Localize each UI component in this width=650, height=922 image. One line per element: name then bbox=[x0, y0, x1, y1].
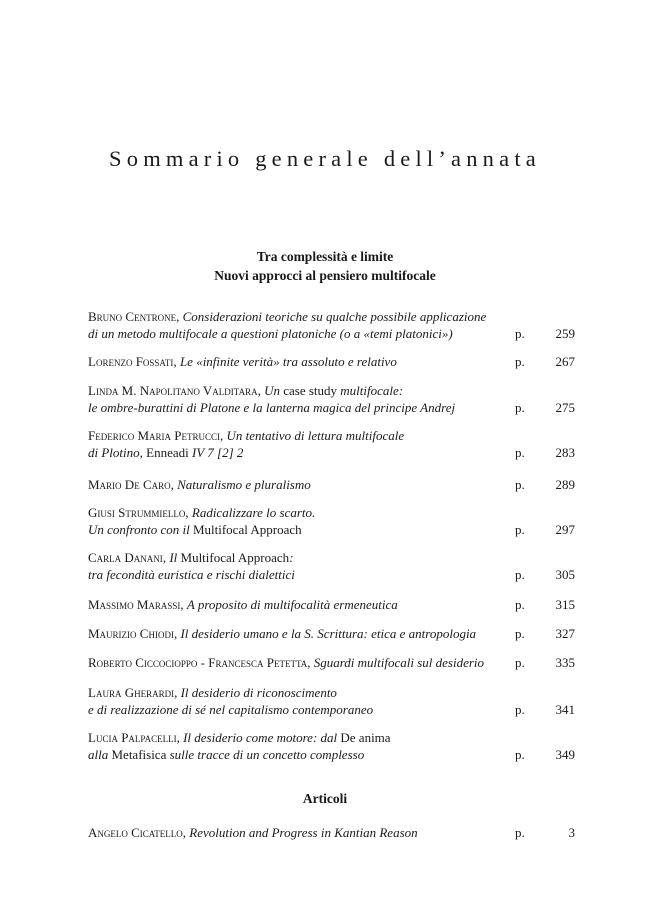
page-prefix: p. bbox=[515, 655, 525, 670]
page-prefix: p. bbox=[515, 354, 525, 369]
entry-title: Un bbox=[264, 383, 284, 398]
toc-entry: Bruno Centrone, Considerazioni teoriche su qualche possibile applicazione di un metodo multifocale a questioni platoniche (o a «temi platonici») p. 259 bbox=[88, 309, 575, 341]
entry-title-cont: sulle tracce di un concetto complesso bbox=[166, 747, 365, 762]
entry-author: Federico Maria Petrucci bbox=[88, 428, 221, 443]
entry-author: Laura Gherardi bbox=[88, 685, 175, 700]
page-number: 315 bbox=[555, 597, 575, 612]
toc-entry: Giusi Strummiello, Radicalizzare lo scarto. Un confronto con il Multifocal Approach p. 297 bbox=[88, 505, 575, 537]
entry-title: multifocale: bbox=[337, 383, 404, 398]
entry-author: Angelo Cicatello bbox=[88, 825, 183, 840]
entry-title: Revolution and Progress in Kantian Reason bbox=[189, 825, 418, 840]
entry-title-cont: alla bbox=[88, 747, 112, 762]
entry-title-cont: IV 7 [2] 2 bbox=[191, 445, 244, 460]
entry-author: Mario De Caro bbox=[88, 477, 171, 492]
entry-title: Sguardi multifocali sul desiderio bbox=[313, 655, 485, 670]
page-prefix: p. bbox=[515, 400, 525, 415]
entry-title: A proposito di multifocalità ermeneutica bbox=[186, 597, 398, 612]
entry-title-roman: Metafisica bbox=[111, 747, 167, 762]
toc-entry: Laura Gherardi, Il desiderio di riconoscimento e di realizzazione di sé nel capitalismo contemporaneo p. 341 bbox=[88, 685, 575, 717]
toc-entry: Lorenzo Fossati, Le «infinite verità» tra assoluto e relativo p. 267 bbox=[88, 354, 575, 369]
page-number: 335 bbox=[555, 655, 575, 670]
entry-author: Lorenzo Fossati bbox=[88, 354, 174, 369]
entry-title-cont: tra fecondità euristica e rischi dialettici bbox=[88, 567, 295, 582]
section-heading-line: Tra complessità e limite bbox=[256, 249, 394, 264]
page-number: 349 bbox=[555, 747, 575, 762]
page-title: Sommario generale dell’annata bbox=[109, 146, 541, 171]
entry-title: Un tentativo di lettura multifocale bbox=[226, 428, 405, 443]
entry-title-roman: Multifocal Approach bbox=[192, 522, 302, 537]
entry-title-cont: di Plotino bbox=[88, 445, 140, 460]
entry-title-cont: le ombre-burattini di Platone e la lanterna magica del principe Andrej bbox=[88, 400, 456, 415]
page-number: 267 bbox=[555, 354, 575, 369]
entry-title-cont: Un confronto con il bbox=[88, 522, 193, 537]
page-prefix: p. bbox=[515, 597, 525, 612]
page-number: 289 bbox=[555, 477, 575, 492]
page-number: 297 bbox=[555, 522, 575, 537]
toc-entry: Linda M. Napolitano Valditara, Un case study multifocale: le ombre-burattini di Platone e la lanterna magica del principe Andrej p. 275 bbox=[88, 383, 575, 415]
section-heading bbox=[0, 247, 650, 285]
entry-title-roman: De anima bbox=[340, 730, 391, 745]
page-prefix: p. bbox=[515, 522, 525, 537]
entry-author: Bruno Centrone bbox=[88, 309, 177, 324]
page-prefix: p. bbox=[515, 477, 525, 492]
toc-entry: Lucia Palpacelli, Il desiderio come motore: dal De anima alla Metafisica sulle tracce di un concetto complesso p. 349 bbox=[88, 730, 575, 762]
page-number: 283 bbox=[555, 445, 575, 460]
section-heading-subtitle: Nuovi approcci al pensiero multifocale bbox=[214, 268, 436, 283]
entry-title: Il bbox=[169, 550, 181, 565]
page-prefix: p. bbox=[515, 445, 525, 460]
toc-entry: Roberto Ciccocioppo - Francesca Petetta, Sguardi multifocali sul desiderio p. 335 bbox=[88, 655, 575, 670]
entry-title-roman: , Enneadi bbox=[139, 445, 192, 460]
entry-author: Roberto Ciccocioppo - Francesca Petetta bbox=[88, 655, 308, 670]
page-prefix: p. bbox=[515, 702, 525, 717]
entry-title: Radicalizzare lo scarto. bbox=[191, 505, 316, 520]
page-number: 275 bbox=[555, 400, 575, 415]
entry-title: Considerazioni teoriche su qualche possibile applicazione bbox=[182, 309, 487, 324]
toc-entry: Massimo Marassi, A proposito di multifocalità ermeneutica p. 315 bbox=[88, 597, 575, 612]
entry-title: Il desiderio umano e la S. Scrittura: etica e antropologia bbox=[180, 626, 477, 641]
toc-entry: Maurizio Chiodi, Il desiderio umano e la S. Scrittura: etica e antropologia p. 327 bbox=[88, 626, 575, 641]
entry-author: Giusi Strummiello bbox=[88, 505, 186, 520]
page-prefix: p. bbox=[515, 626, 525, 641]
entry-author: Maurizio Chiodi bbox=[88, 626, 174, 641]
entry-title-roman: Multifocal Approach bbox=[180, 550, 290, 565]
page-prefix: p. bbox=[515, 326, 525, 341]
page-number: 305 bbox=[555, 567, 575, 582]
page-number: 259 bbox=[555, 326, 575, 341]
entry-author: Linda M. Napolitano Valditara bbox=[88, 383, 258, 398]
page-prefix: p. bbox=[515, 567, 525, 582]
entry-title: Le «infinite verità» tra assoluto e relativo bbox=[179, 354, 397, 369]
entry-title: Il desiderio come motore: dal bbox=[183, 730, 341, 745]
page-prefix: p. bbox=[515, 825, 525, 840]
entry-author: Carla Danani bbox=[88, 550, 163, 565]
toc-entry: Carla Danani, Il Multifocal Approach: tra fecondità euristica e rischi dialettici p. 305 bbox=[88, 550, 575, 582]
entry-title-roman: case study bbox=[283, 383, 338, 398]
toc-entry: Angelo Cicatello, Revolution and Progress in Kantian Reason p. 3 bbox=[88, 825, 575, 840]
page-number: 327 bbox=[555, 626, 575, 641]
page-number: 3 bbox=[568, 825, 575, 840]
entry-title: : bbox=[289, 550, 294, 565]
entry-author: Massimo Marassi bbox=[88, 597, 181, 612]
toc-entry: Federico Maria Petrucci, Un tentativo di lettura multifocale di Plotino, Enneadi IV 7 [2] 2 p. 283 bbox=[88, 428, 575, 460]
entry-title: Naturalismo e pluralismo bbox=[177, 477, 311, 492]
entry-title-cont: e di realizzazione di sé nel capitalismo contemporaneo bbox=[88, 702, 374, 717]
page-number: 341 bbox=[555, 702, 575, 717]
entry-title-cont: di un metodo multifocale a questioni platoniche (o a «temi platonici») bbox=[88, 326, 453, 341]
page-prefix: p. bbox=[515, 747, 525, 762]
entry-title: Il desiderio di riconoscimento bbox=[180, 685, 337, 700]
entry-author: Lucia Palpacelli bbox=[88, 730, 177, 745]
toc-entry: Mario De Caro, Naturalismo e pluralismo p. 289 bbox=[88, 477, 575, 492]
section-heading-articles: Articoli bbox=[302, 791, 348, 806]
